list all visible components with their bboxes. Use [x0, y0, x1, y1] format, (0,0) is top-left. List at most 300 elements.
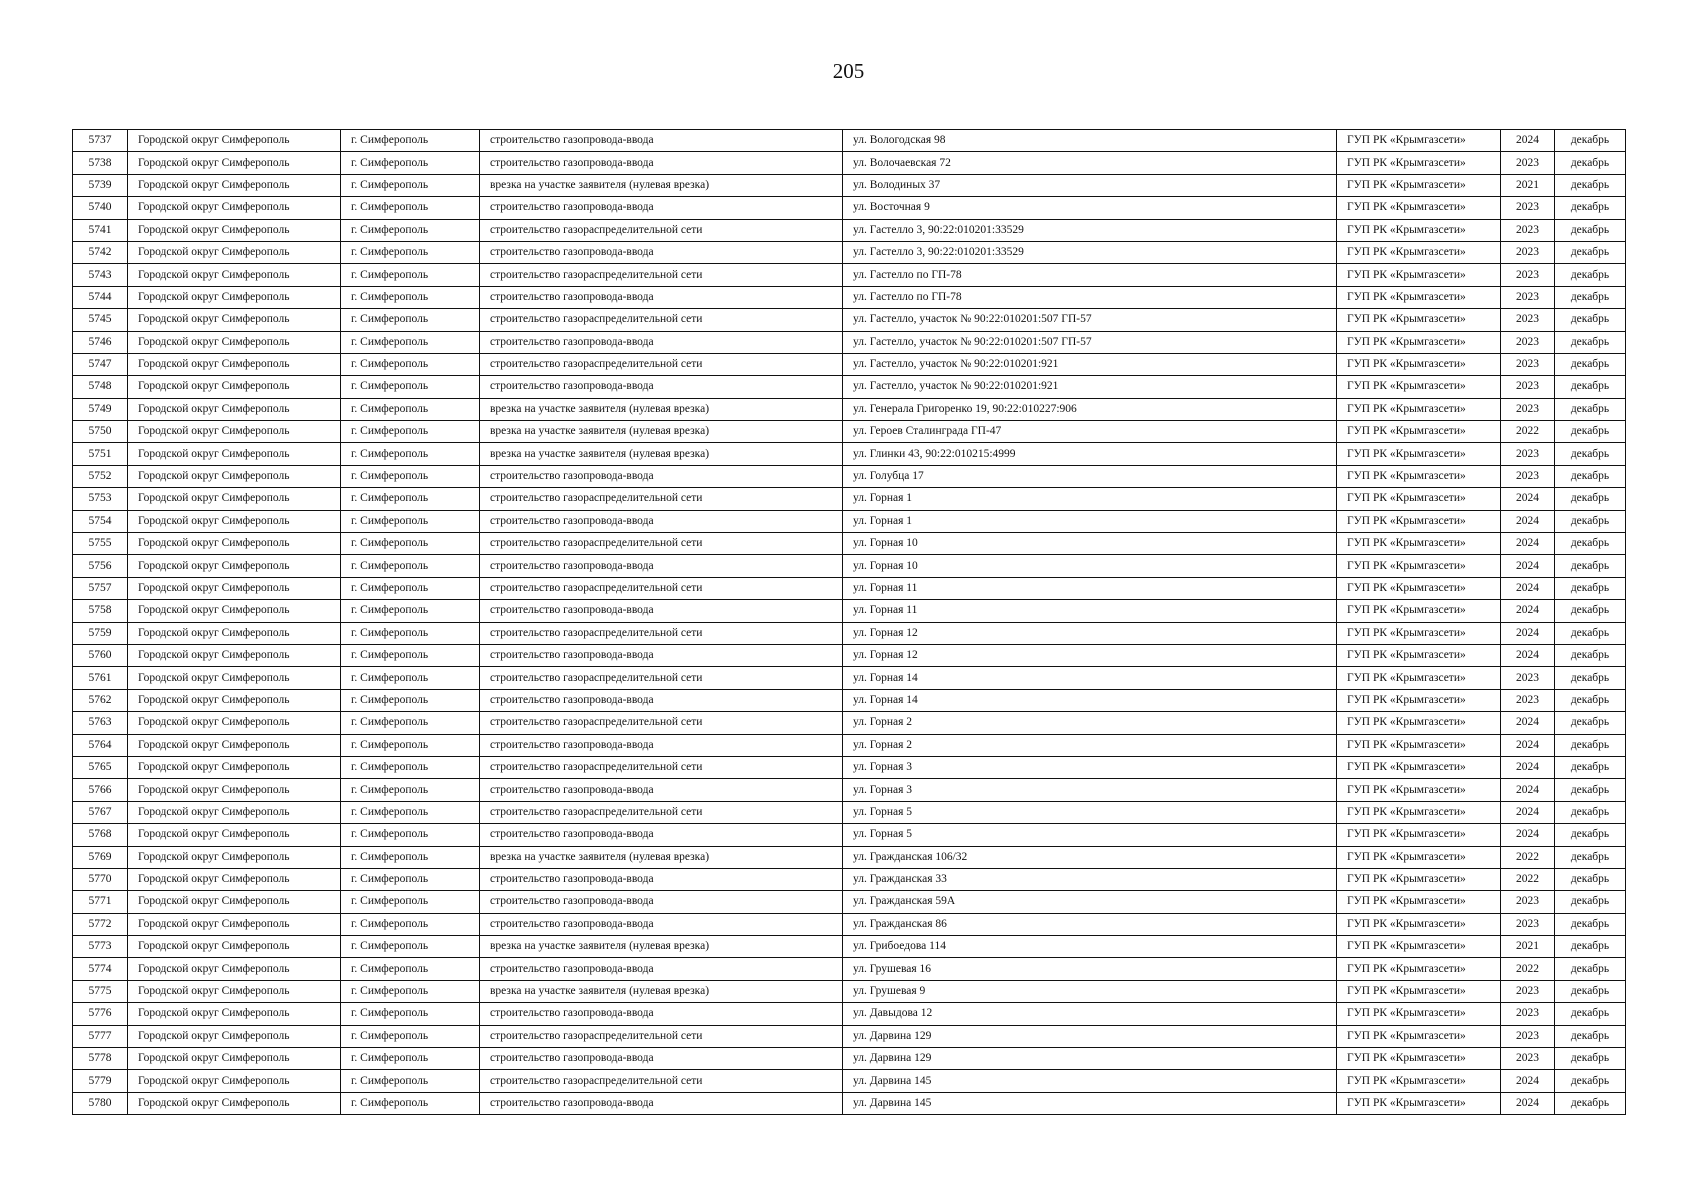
cell-work-type: строительство газопровода-ввода	[480, 130, 843, 152]
cell-work-type: строительство газопровода-ввода	[480, 689, 843, 711]
cell-work-type: строительство газораспределительной сети	[480, 353, 843, 375]
cell-municipality: Городской округ Симферополь	[128, 286, 341, 308]
cell-year: 2022	[1501, 868, 1555, 890]
cell-month: декабрь	[1555, 1048, 1626, 1070]
cell-month: декабрь	[1555, 130, 1626, 152]
cell-row-number: 5780	[73, 1092, 128, 1114]
cell-settlement: г. Симферополь	[341, 622, 480, 644]
cell-work-type: строительство газораспределительной сети	[480, 309, 843, 331]
cell-month: декабрь	[1555, 600, 1626, 622]
cell-address: ул. Гастелло, участок № 90:22:010201:921	[843, 353, 1337, 375]
cell-year: 2021	[1501, 936, 1555, 958]
table-row	[73, 152, 1626, 174]
cell-address: ул. Горная 2	[843, 734, 1337, 756]
cell-work-type: строительство газопровода-ввода	[480, 734, 843, 756]
cell-municipality: Городской округ Симферополь	[128, 936, 341, 958]
cell-settlement: г. Симферополь	[341, 689, 480, 711]
table-row	[73, 241, 1626, 263]
cell-row-number: 5766	[73, 779, 128, 801]
cell-address: ул. Горная 1	[843, 488, 1337, 510]
cell-work-type: врезка на участке заявителя (нулевая врезка)	[480, 421, 843, 443]
cell-organization: ГУП РК «Крымгазсети»	[1337, 510, 1501, 532]
cell-month: декабрь	[1555, 331, 1626, 353]
table-row	[73, 331, 1626, 353]
cell-settlement: г. Симферополь	[341, 130, 480, 152]
cell-organization: ГУП РК «Крымгазсети»	[1337, 824, 1501, 846]
cell-organization: ГУП РК «Крымгазсети»	[1337, 353, 1501, 375]
cell-address: ул. Володиных 37	[843, 174, 1337, 196]
table-row	[73, 353, 1626, 375]
cell-row-number: 5777	[73, 1025, 128, 1047]
cell-work-type: строительство газопровода-ввода	[480, 824, 843, 846]
cell-municipality: Городской округ Симферополь	[128, 846, 341, 868]
cell-row-number: 5739	[73, 174, 128, 196]
cell-municipality: Городской округ Симферополь	[128, 241, 341, 263]
table-row	[73, 891, 1626, 913]
cell-row-number: 5752	[73, 465, 128, 487]
cell-row-number: 5746	[73, 331, 128, 353]
table-row	[73, 622, 1626, 644]
cell-municipality: Городской округ Симферополь	[128, 779, 341, 801]
cell-settlement: г. Симферополь	[341, 219, 480, 241]
cell-organization: ГУП РК «Крымгазсети»	[1337, 1025, 1501, 1047]
cell-settlement: г. Симферополь	[341, 555, 480, 577]
cell-year: 2024	[1501, 510, 1555, 532]
cell-work-type: врезка на участке заявителя (нулевая врезка)	[480, 980, 843, 1002]
cell-municipality: Городской округ Симферополь	[128, 264, 341, 286]
cell-municipality: Городской округ Симферополь	[128, 1003, 341, 1025]
cell-settlement: г. Симферополь	[341, 488, 480, 510]
cell-municipality: Городской округ Симферополь	[128, 152, 341, 174]
cell-organization: ГУП РК «Крымгазсети»	[1337, 152, 1501, 174]
cell-address: ул. Волочаевская 72	[843, 152, 1337, 174]
cell-settlement: г. Симферополь	[341, 801, 480, 823]
cell-organization: ГУП РК «Крымгазсети»	[1337, 577, 1501, 599]
cell-year: 2024	[1501, 533, 1555, 555]
cell-municipality: Городской округ Симферополь	[128, 980, 341, 1002]
cell-year: 2024	[1501, 712, 1555, 734]
cell-organization: ГУП РК «Крымгазсети»	[1337, 488, 1501, 510]
cell-row-number: 5756	[73, 555, 128, 577]
cell-row-number: 5743	[73, 264, 128, 286]
cell-work-type: строительство газораспределительной сети	[480, 488, 843, 510]
cell-month: декабрь	[1555, 734, 1626, 756]
cell-municipality: Городской округ Симферополь	[128, 801, 341, 823]
cell-address: ул. Горная 14	[843, 689, 1337, 711]
cell-work-type: строительство газопровода-ввода	[480, 152, 843, 174]
table-row	[73, 174, 1626, 196]
cell-organization: ГУП РК «Крымгазсети»	[1337, 734, 1501, 756]
cell-month: декабрь	[1555, 779, 1626, 801]
cell-work-type: строительство газопровода-ввода	[480, 376, 843, 398]
cell-work-type: врезка на участке заявителя (нулевая врезка)	[480, 443, 843, 465]
cell-row-number: 5765	[73, 756, 128, 778]
cell-row-number: 5747	[73, 353, 128, 375]
cell-address: ул. Вологодская 98	[843, 130, 1337, 152]
cell-year: 2023	[1501, 1003, 1555, 1025]
cell-organization: ГУП РК «Крымгазсети»	[1337, 1048, 1501, 1070]
cell-organization: ГУП РК «Крымгазсети»	[1337, 1003, 1501, 1025]
cell-settlement: г. Симферополь	[341, 510, 480, 532]
cell-settlement: г. Симферополь	[341, 353, 480, 375]
cell-year: 2023	[1501, 197, 1555, 219]
cell-month: декабрь	[1555, 846, 1626, 868]
cell-address: ул. Горная 10	[843, 555, 1337, 577]
cell-month: декабрь	[1555, 555, 1626, 577]
cell-row-number: 5776	[73, 1003, 128, 1025]
cell-municipality: Городской округ Симферополь	[128, 756, 341, 778]
cell-month: декабрь	[1555, 488, 1626, 510]
cell-year: 2024	[1501, 555, 1555, 577]
cell-organization: ГУП РК «Крымгазсети»	[1337, 241, 1501, 263]
cell-month: декабрь	[1555, 264, 1626, 286]
cell-settlement: г. Симферополь	[341, 824, 480, 846]
cell-work-type: врезка на участке заявителя (нулевая врезка)	[480, 174, 843, 196]
cell-address: ул. Гражданская 86	[843, 913, 1337, 935]
cell-year: 2024	[1501, 600, 1555, 622]
cell-municipality: Городской округ Симферополь	[128, 555, 341, 577]
cell-organization: ГУП РК «Крымгазсети»	[1337, 667, 1501, 689]
cell-organization: ГУП РК «Крымгазсети»	[1337, 264, 1501, 286]
cell-work-type: строительство газопровода-ввода	[480, 241, 843, 263]
cell-settlement: г. Симферополь	[341, 398, 480, 420]
cell-year: 2024	[1501, 644, 1555, 666]
table-row	[73, 980, 1626, 1002]
cell-row-number: 5771	[73, 891, 128, 913]
cell-month: декабрь	[1555, 309, 1626, 331]
table-row	[73, 398, 1626, 420]
cell-address: ул. Грушевая 9	[843, 980, 1337, 1002]
register-table	[72, 129, 1626, 1115]
cell-settlement: г. Симферополь	[341, 533, 480, 555]
cell-address: ул. Гражданская 59А	[843, 891, 1337, 913]
table-row	[73, 801, 1626, 823]
cell-year: 2023	[1501, 152, 1555, 174]
cell-municipality: Городской округ Симферополь	[128, 622, 341, 644]
cell-address: ул. Героев Сталинграда ГП-47	[843, 421, 1337, 443]
table-row	[73, 756, 1626, 778]
cell-year: 2023	[1501, 331, 1555, 353]
cell-address: ул. Гастелло, участок № 90:22:010201:507 ГП-57	[843, 331, 1337, 353]
cell-address: ул. Гастелло 3, 90:22:010201:33529	[843, 241, 1337, 263]
cell-municipality: Городской округ Симферополь	[128, 824, 341, 846]
cell-settlement: г. Симферополь	[341, 1092, 480, 1114]
cell-settlement: г. Симферополь	[341, 779, 480, 801]
cell-organization: ГУП РК «Крымгазсети»	[1337, 130, 1501, 152]
table-row	[73, 846, 1626, 868]
cell-municipality: Городской округ Симферополь	[128, 913, 341, 935]
cell-month: декабрь	[1555, 958, 1626, 980]
table-row	[73, 868, 1626, 890]
cell-settlement: г. Симферополь	[341, 1070, 480, 1092]
cell-year: 2023	[1501, 1025, 1555, 1047]
cell-settlement: г. Симферополь	[341, 868, 480, 890]
cell-work-type: строительство газопровода-ввода	[480, 600, 843, 622]
cell-row-number: 5741	[73, 219, 128, 241]
cell-address: ул. Дарвина 129	[843, 1025, 1337, 1047]
cell-year: 2023	[1501, 264, 1555, 286]
table-row	[73, 510, 1626, 532]
cell-municipality: Городской округ Симферополь	[128, 421, 341, 443]
cell-work-type: строительство газопровода-ввода	[480, 331, 843, 353]
cell-settlement: г. Симферополь	[341, 421, 480, 443]
cell-month: декабрь	[1555, 689, 1626, 711]
cell-work-type: строительство газопровода-ввода	[480, 1003, 843, 1025]
cell-month: декабрь	[1555, 533, 1626, 555]
cell-address: ул. Дарвина 145	[843, 1092, 1337, 1114]
cell-address: ул. Горная 5	[843, 824, 1337, 846]
table-row	[73, 443, 1626, 465]
cell-municipality: Городской округ Симферополь	[128, 353, 341, 375]
cell-organization: ГУП РК «Крымгазсети»	[1337, 219, 1501, 241]
cell-work-type: строительство газораспределительной сети	[480, 219, 843, 241]
cell-municipality: Городской округ Симферополь	[128, 600, 341, 622]
table-row	[73, 309, 1626, 331]
cell-work-type: строительство газораспределительной сети	[480, 533, 843, 555]
cell-address: ул. Давыдова 12	[843, 1003, 1337, 1025]
cell-row-number: 5744	[73, 286, 128, 308]
cell-municipality: Городской округ Симферополь	[128, 891, 341, 913]
cell-row-number: 5754	[73, 510, 128, 532]
cell-year: 2023	[1501, 286, 1555, 308]
cell-year: 2022	[1501, 421, 1555, 443]
cell-row-number: 5769	[73, 846, 128, 868]
cell-month: декабрь	[1555, 421, 1626, 443]
cell-organization: ГУП РК «Крымгазсети»	[1337, 980, 1501, 1002]
table-row	[73, 465, 1626, 487]
cell-row-number: 5755	[73, 533, 128, 555]
cell-organization: ГУП РК «Крымгазсети»	[1337, 376, 1501, 398]
cell-address: ул. Горная 3	[843, 756, 1337, 778]
cell-settlement: г. Симферополь	[341, 1003, 480, 1025]
cell-municipality: Городской округ Симферополь	[128, 1092, 341, 1114]
cell-month: декабрь	[1555, 197, 1626, 219]
cell-settlement: г. Симферополь	[341, 577, 480, 599]
cell-work-type: строительство газораспределительной сети	[480, 1025, 843, 1047]
table-row	[73, 913, 1626, 935]
cell-municipality: Городской округ Симферополь	[128, 644, 341, 666]
cell-month: декабрь	[1555, 174, 1626, 196]
cell-address: ул. Горная 11	[843, 577, 1337, 599]
cell-row-number: 5779	[73, 1070, 128, 1092]
cell-work-type: строительство газораспределительной сети	[480, 264, 843, 286]
cell-organization: ГУП РК «Крымгазсети»	[1337, 398, 1501, 420]
cell-work-type: строительство газопровода-ввода	[480, 958, 843, 980]
cell-month: декабрь	[1555, 756, 1626, 778]
cell-municipality: Городской округ Симферополь	[128, 376, 341, 398]
table-row	[73, 1092, 1626, 1114]
cell-address: ул. Горная 10	[843, 533, 1337, 555]
cell-settlement: г. Симферополь	[341, 309, 480, 331]
cell-year: 2021	[1501, 174, 1555, 196]
cell-address: ул. Горная 5	[843, 801, 1337, 823]
cell-year: 2023	[1501, 219, 1555, 241]
cell-month: декабрь	[1555, 577, 1626, 599]
cell-row-number: 5774	[73, 958, 128, 980]
cell-settlement: г. Симферополь	[341, 286, 480, 308]
cell-settlement: г. Симферополь	[341, 667, 480, 689]
cell-year: 2023	[1501, 689, 1555, 711]
cell-month: декабрь	[1555, 219, 1626, 241]
cell-month: декабрь	[1555, 1003, 1626, 1025]
cell-settlement: г. Симферополь	[341, 913, 480, 935]
cell-organization: ГУП РК «Крымгазсети»	[1337, 174, 1501, 196]
cell-organization: ГУП РК «Крымгазсети»	[1337, 779, 1501, 801]
cell-settlement: г. Симферополь	[341, 600, 480, 622]
cell-year: 2022	[1501, 958, 1555, 980]
table-row	[73, 689, 1626, 711]
cell-municipality: Городской округ Симферополь	[128, 577, 341, 599]
table-row	[73, 734, 1626, 756]
cell-month: декабрь	[1555, 622, 1626, 644]
cell-organization: ГУП РК «Крымгазсети»	[1337, 689, 1501, 711]
cell-month: декабрь	[1555, 891, 1626, 913]
cell-row-number: 5751	[73, 443, 128, 465]
cell-month: декабрь	[1555, 712, 1626, 734]
cell-settlement: г. Симферополь	[341, 264, 480, 286]
cell-settlement: г. Симферополь	[341, 1048, 480, 1070]
cell-row-number: 5772	[73, 913, 128, 935]
cell-row-number: 5742	[73, 241, 128, 263]
cell-organization: ГУП РК «Крымгазсети»	[1337, 913, 1501, 935]
table-row	[73, 1003, 1626, 1025]
cell-address: ул. Дарвина 129	[843, 1048, 1337, 1070]
cell-address: ул. Гражданская 106/32	[843, 846, 1337, 868]
cell-year: 2023	[1501, 443, 1555, 465]
cell-municipality: Городской округ Симферополь	[128, 1048, 341, 1070]
cell-row-number: 5758	[73, 600, 128, 622]
table-row	[73, 421, 1626, 443]
cell-row-number: 5760	[73, 644, 128, 666]
cell-work-type: строительство газопровода-ввода	[480, 465, 843, 487]
cell-address: ул. Голубца 17	[843, 465, 1337, 487]
cell-organization: ГУП РК «Крымгазсети»	[1337, 891, 1501, 913]
cell-organization: ГУП РК «Крымгазсети»	[1337, 443, 1501, 465]
table-row	[73, 264, 1626, 286]
cell-row-number: 5753	[73, 488, 128, 510]
cell-address: ул. Гастелло, участок № 90:22:010201:507 ГП-57	[843, 309, 1337, 331]
cell-month: декабрь	[1555, 241, 1626, 263]
cell-municipality: Городской округ Симферополь	[128, 488, 341, 510]
cell-year: 2024	[1501, 1092, 1555, 1114]
cell-work-type: строительство газопровода-ввода	[480, 779, 843, 801]
cell-organization: ГУП РК «Крымгазсети»	[1337, 846, 1501, 868]
cell-month: декабрь	[1555, 465, 1626, 487]
table-row	[73, 1025, 1626, 1047]
cell-settlement: г. Симферополь	[341, 1025, 480, 1047]
cell-settlement: г. Симферополь	[341, 936, 480, 958]
cell-organization: ГУП РК «Крымгазсети»	[1337, 756, 1501, 778]
cell-row-number: 5767	[73, 801, 128, 823]
cell-work-type: строительство газораспределительной сети	[480, 712, 843, 734]
cell-address: ул. Восточная 9	[843, 197, 1337, 219]
cell-municipality: Городской округ Симферополь	[128, 465, 341, 487]
table-row	[73, 376, 1626, 398]
cell-month: декабрь	[1555, 286, 1626, 308]
cell-work-type: строительство газораспределительной сети	[480, 577, 843, 599]
cell-municipality: Городской округ Симферополь	[128, 443, 341, 465]
cell-year: 2024	[1501, 801, 1555, 823]
cell-address: ул. Горная 3	[843, 779, 1337, 801]
cell-settlement: г. Симферополь	[341, 241, 480, 263]
cell-month: декабрь	[1555, 644, 1626, 666]
cell-municipality: Городской округ Симферополь	[128, 309, 341, 331]
cell-address: ул. Горная 14	[843, 667, 1337, 689]
cell-settlement: г. Симферополь	[341, 756, 480, 778]
cell-settlement: г. Симферополь	[341, 891, 480, 913]
cell-row-number: 5770	[73, 868, 128, 890]
cell-settlement: г. Симферополь	[341, 712, 480, 734]
cell-year: 2024	[1501, 779, 1555, 801]
cell-work-type: строительство газораспределительной сети	[480, 756, 843, 778]
cell-address: ул. Горная 12	[843, 644, 1337, 666]
cell-organization: ГУП РК «Крымгазсети»	[1337, 1092, 1501, 1114]
cell-work-type: строительство газопровода-ввода	[480, 1048, 843, 1070]
cell-work-type: строительство газопровода-ввода	[480, 510, 843, 532]
table-row	[73, 488, 1626, 510]
cell-organization: ГУП РК «Крымгазсети»	[1337, 712, 1501, 734]
table-row	[73, 958, 1626, 980]
cell-month: декабрь	[1555, 667, 1626, 689]
cell-year: 2023	[1501, 241, 1555, 263]
cell-year: 2024	[1501, 734, 1555, 756]
cell-municipality: Городской округ Симферополь	[128, 331, 341, 353]
cell-settlement: г. Симферополь	[341, 197, 480, 219]
cell-address: ул. Грибоедова 114	[843, 936, 1337, 958]
cell-row-number: 5749	[73, 398, 128, 420]
cell-address: ул. Горная 12	[843, 622, 1337, 644]
cell-address: ул. Дарвина 145	[843, 1070, 1337, 1092]
cell-row-number: 5757	[73, 577, 128, 599]
cell-work-type: строительство газопровода-ввода	[480, 913, 843, 935]
cell-municipality: Городской округ Симферополь	[128, 398, 341, 420]
cell-organization: ГУП РК «Крымгазсети»	[1337, 958, 1501, 980]
cell-row-number: 5737	[73, 130, 128, 152]
cell-address: ул. Гастелло по ГП-78	[843, 286, 1337, 308]
cell-row-number: 5745	[73, 309, 128, 331]
cell-municipality: Городской округ Симферополь	[128, 1025, 341, 1047]
cell-address: ул. Горная 2	[843, 712, 1337, 734]
cell-month: декабрь	[1555, 398, 1626, 420]
cell-municipality: Городской округ Симферополь	[128, 689, 341, 711]
cell-organization: ГУП РК «Крымгазсети»	[1337, 801, 1501, 823]
cell-settlement: г. Симферополь	[341, 376, 480, 398]
cell-municipality: Городской округ Симферополь	[128, 533, 341, 555]
cell-month: декабрь	[1555, 353, 1626, 375]
cell-work-type: строительство газораспределительной сети	[480, 1070, 843, 1092]
cell-organization: ГУП РК «Крымгазсети»	[1337, 622, 1501, 644]
cell-row-number: 5759	[73, 622, 128, 644]
cell-year: 2024	[1501, 577, 1555, 599]
cell-municipality: Городской округ Симферополь	[128, 1070, 341, 1092]
cell-work-type: строительство газопровода-ввода	[480, 891, 843, 913]
cell-year: 2023	[1501, 465, 1555, 487]
table-row	[73, 130, 1626, 152]
table-row	[73, 286, 1626, 308]
cell-address: ул. Генерала Григоренко 19, 90:22:010227:906	[843, 398, 1337, 420]
cell-address: ул. Грушевая 16	[843, 958, 1337, 980]
cell-organization: ГУП РК «Крымгазсети»	[1337, 331, 1501, 353]
table-row	[73, 197, 1626, 219]
cell-address: ул. Гастелло по ГП-78	[843, 264, 1337, 286]
cell-work-type: строительство газопровода-ввода	[480, 555, 843, 577]
cell-municipality: Городской округ Симферополь	[128, 219, 341, 241]
table-row	[73, 644, 1626, 666]
cell-work-type: строительство газораспределительной сети	[480, 801, 843, 823]
cell-year: 2023	[1501, 913, 1555, 935]
cell-address: ул. Гастелло 3, 90:22:010201:33529	[843, 219, 1337, 241]
cell-year: 2024	[1501, 130, 1555, 152]
